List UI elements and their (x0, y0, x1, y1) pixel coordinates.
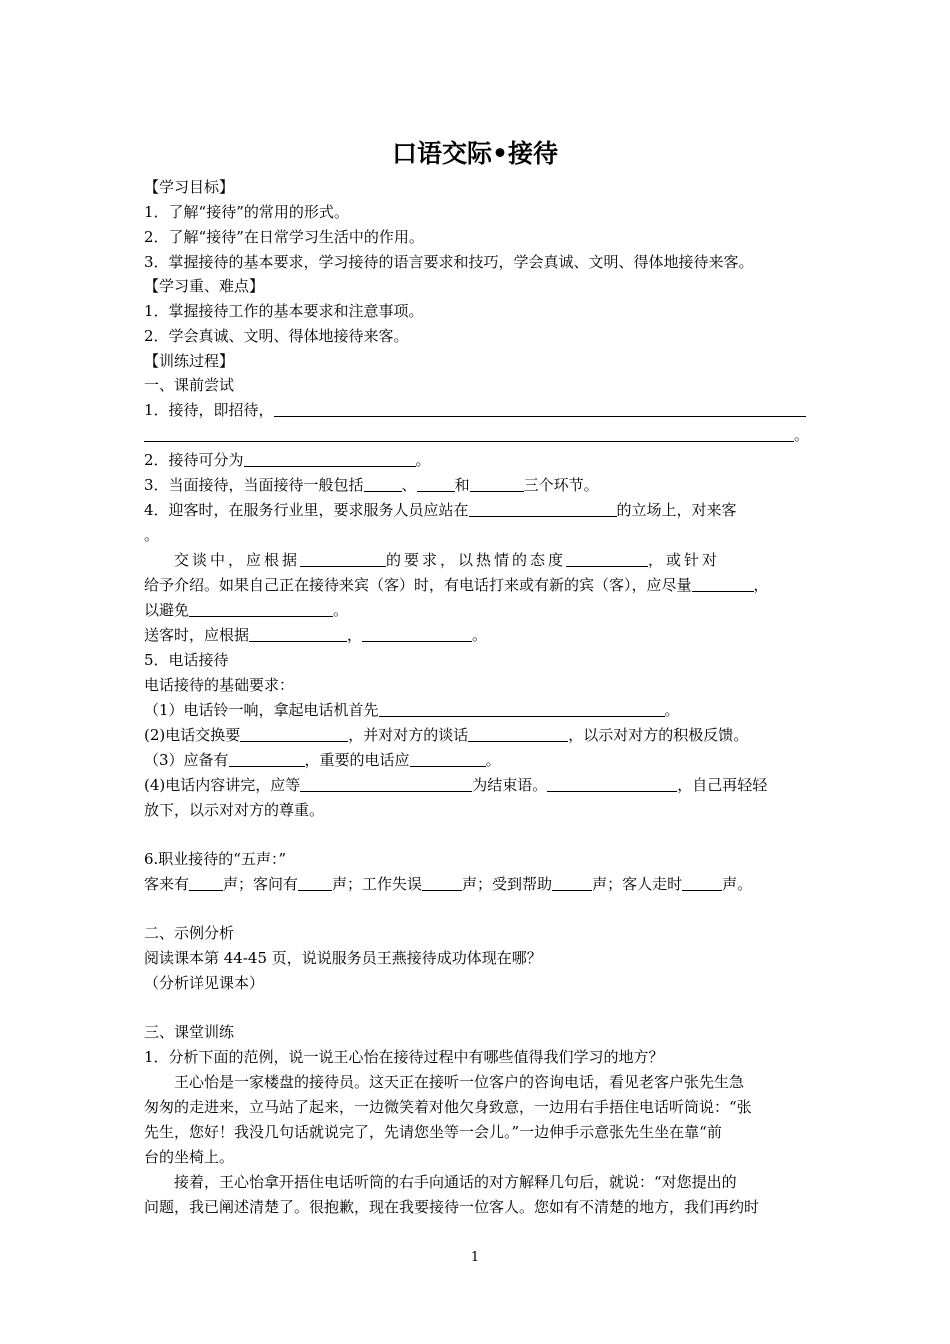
key-point-item: 1．掌握接待工作的基本要求和注意事项。 (144, 302, 424, 320)
answer-blank[interactable] (298, 874, 332, 891)
answer-blank[interactable] (249, 625, 347, 642)
example-paragraph-line: 接着，王心怡拿开捂住电话听筒的右手向通话的对方解释几句后，就说：“对您提出的 (174, 1173, 737, 1191)
answer-blank[interactable] (362, 625, 472, 642)
answer-blank[interactable] (189, 874, 223, 891)
answer-blank[interactable] (300, 550, 386, 567)
question-3: 3．当面接待，当面接待一般包括 、 和 三个环节。 (144, 476, 599, 494)
section3-question-1: 1．分析下面的范例，说一说王心怡在接待过程中有哪些值得我们学习的地方？ (144, 1048, 664, 1066)
answer-blank[interactable] (144, 425, 794, 442)
question-5: 5．电话接待 (144, 651, 229, 669)
answer-blank[interactable] (470, 475, 524, 492)
process-header: 【训练过程】 (144, 352, 235, 370)
example-paragraph-line: 匆匆的走进来，立马站了起来，一边微笑着对他欠身致意，一边用右手捂住电话听筒说：“张 (144, 1098, 752, 1116)
answer-blank[interactable] (566, 550, 648, 567)
section2-line-1: 阅读课本第 44-45 页，说说服务员王燕接待成功体现在哪？ (144, 949, 542, 967)
key-point-item: 2．学会真诚、文明、得体地接待来客。 (144, 327, 409, 345)
example-paragraph-line: 问题，我已阐述清楚了。很抱歉，现在我要接待一位客人。您如有不清楚的地方，我们再约时 (144, 1198, 760, 1216)
answer-blank[interactable] (469, 500, 617, 517)
question-2: 2．接待可分为 。 (144, 451, 431, 469)
question-4-end: 。 (144, 526, 160, 544)
answer-blank[interactable] (552, 874, 592, 891)
section1-title: 一、课前尝试 (144, 376, 235, 394)
answer-blank[interactable] (229, 750, 305, 767)
example-paragraph-line: 先生，您好！我没几句话就说完了，先请您坐等一会儿。”一边伸手示意张先生坐在靠“前 (144, 1123, 722, 1141)
objective-item: 1．了解“接待”的常用的形式。 (144, 203, 349, 221)
five-voices-line: 客来有 声；客问有 声；工作失误 声；受到帮助 声；客人走时 声。 (144, 875, 753, 893)
phone-item-1: （1）电话铃一响，拿起电话机首先 。 (144, 701, 680, 719)
section2-line-2: （分析详见课本） (144, 974, 265, 992)
send-off-line: 送客时，应根据 ， 。 (144, 626, 488, 644)
answer-blank[interactable] (240, 725, 348, 742)
answer-blank[interactable] (417, 475, 455, 492)
example-paragraph-line: 台的坐椅上。 (144, 1148, 235, 1166)
phone-item-4-continued: 放下，以示对对方的尊重。 (144, 801, 325, 819)
question-4: 4．迎客时，在服务行业里，要求服务人员应站在 的立场上，对来客 (144, 501, 737, 519)
question-1 (144, 399, 810, 421)
talk-line-3: 以避免 。 (144, 601, 349, 619)
answer-blank[interactable] (274, 400, 806, 417)
answer-blank[interactable] (682, 874, 722, 891)
question-1-continued: 。 (144, 424, 810, 446)
objective-item: 3．掌握接待的基本要求，学习接待的语言要求和技巧，学会真诚、文明、得体地接待来客。 (144, 253, 754, 271)
talk-line-1: 交谈中，应根据 的要求，以热情的态度 ，或针对 (174, 551, 721, 569)
question-1-text: 1．接待，即招待， (144, 401, 274, 419)
example-paragraph-line: 王心怡是一家楼盘的接待员。这天正在接听一位客户的咨询电话，看见老客户张先生急 (174, 1073, 745, 1091)
answer-blank[interactable] (189, 600, 333, 617)
page-title: 口语交际•接待 (392, 139, 558, 168)
talk-line-2: 给予介绍。如果自己正在接待来宾（客）时，有电话打来或有新的宾（客），应尽量 ， (144, 576, 769, 594)
section3-title: 三、课堂训练 (144, 1023, 235, 1041)
answer-blank[interactable] (300, 775, 472, 792)
answer-blank[interactable] (244, 450, 416, 467)
phone-item-4: (4)电话内容讲完，应等 为结束语。 ，自己再轻轻 (144, 776, 768, 794)
answer-blank[interactable] (468, 725, 568, 742)
phone-item-3: （3）应备有 ，重要的电话应 。 (144, 751, 501, 769)
answer-blank[interactable] (379, 700, 665, 717)
section2-title: 二、示例分析 (144, 924, 235, 942)
objectives-header: 【学习目标】 (144, 178, 235, 196)
answer-blank[interactable] (692, 575, 754, 592)
phone-item-2: (2)电话交换要 ，并对对方的谈话 ，以示对对方的积极反馈。 (144, 726, 749, 744)
answer-blank[interactable] (364, 475, 402, 492)
answer-blank[interactable] (422, 874, 462, 891)
answer-blank[interactable] (410, 750, 486, 767)
answer-blank[interactable] (547, 775, 677, 792)
phone-requirements: 电话接待的基础要求： (144, 676, 295, 694)
key-points-header: 【学习重、难点】 (144, 277, 265, 295)
page-number: 1 (470, 1250, 480, 1265)
question-6: 6.职业接待的“五声：” (144, 850, 287, 868)
objective-item: 2．了解“接待”在日常学习生活中的作用。 (144, 228, 424, 246)
